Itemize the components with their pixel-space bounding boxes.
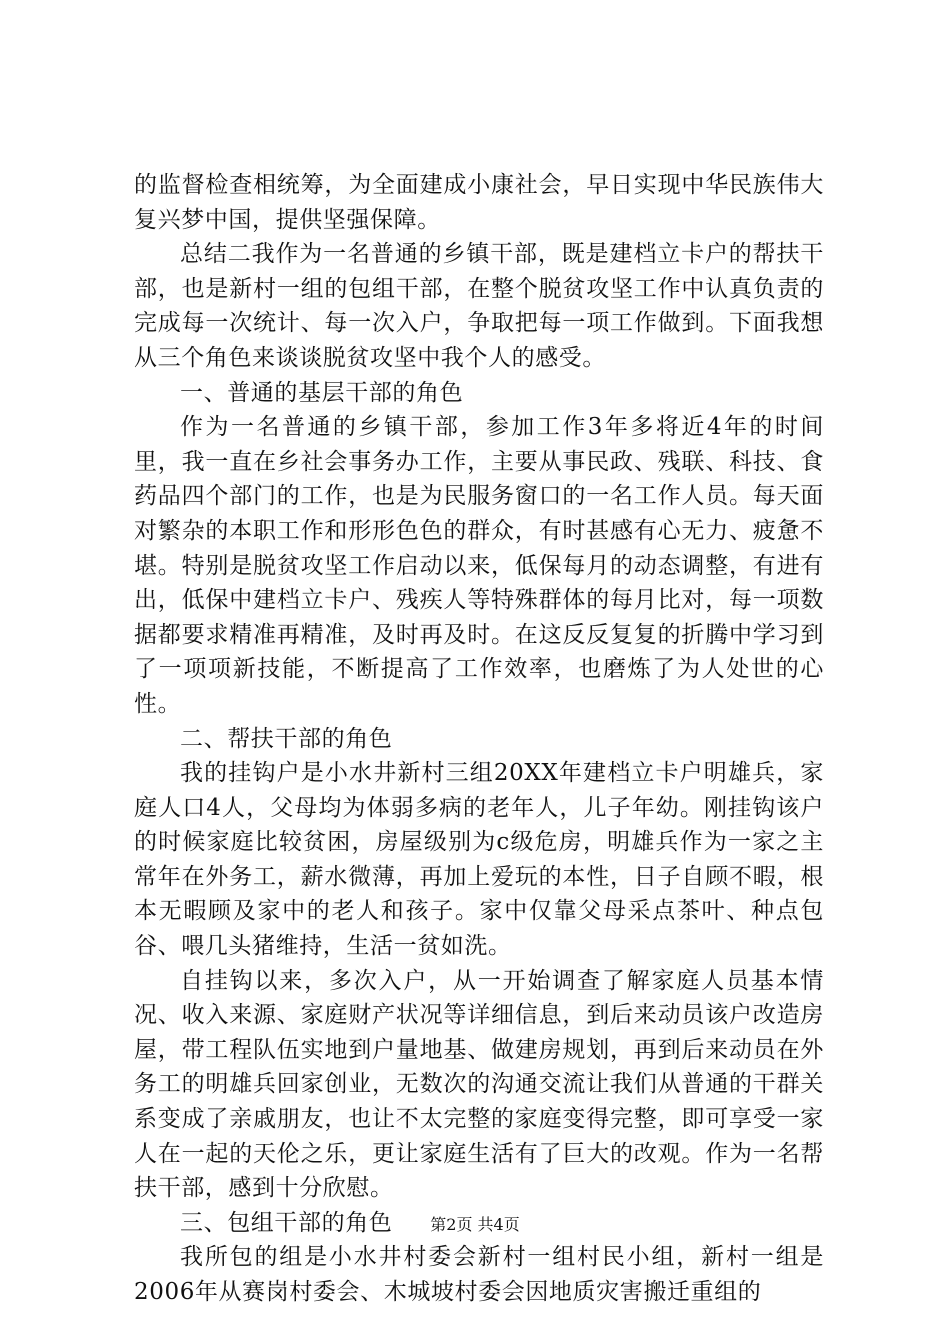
paragraph: 总结二我作为一名普通的乡镇干部，既是建档立卡户的帮扶干部，也是新村一组的包组干部，在整个脱贫攻坚工作中认真负责的完成每一次统计、每一次入户，争取把每一项工作做到。下面我想从三个角色来谈谈脱贫攻坚中我个人的感受。 (134, 241, 824, 371)
paragraph: 我的挂钩户是小水井新村三组20XX年建档立卡户明雄兵，家庭人口4人，父母均为体弱多病的老年人，儿子年幼。刚挂钩该户的时候家庭比较贫困，房屋级别为c级危房，明雄兵作为一家之主常年在外务工，薪水微薄，再加上爱玩的本性，日子自顾不暇，根本无暇顾及家中的老人和孩子。家中仅靠父母采点茶叶、种点包谷、喂几头猪维持，生活一贫如洗。 (134, 760, 824, 960)
paragraph: 我所包的组是小水井村委会新村一组村民小组，新村一组是2006年从赛岗村委会、木城坡村委会因地质灾害搬迁重组的 (134, 1244, 824, 1305)
paragraph: 一、普通的基层干部的角色 (180, 379, 464, 406)
paragraph: 二、帮扶干部的角色 (180, 725, 393, 752)
document-body (134, 168, 824, 1310)
paragraph: 作为一名普通的乡镇干部，参加工作3年多将近4年的时间里，我一直在乡社会事务办工作，主要从事民政、残联、科技、食药品四个部门的工作，也是为民服务窗口的一名工作人员。每天面对繁杂的本职工作和形形色色的群众，有时甚感有心无力、疲惫不堪。特别是脱贫攻坚工作启动以来，低保每月的动态调整，有进有出，低保中建档立卡户、残疾人等特殊群体的每月比对，每一项数据都要求精准再精准，及时再及时。在这反反复复的折腾中学习到了一项项新技能，不断提高了工作效率，也磨炼了为人处世的心性。 (134, 414, 824, 717)
paragraph: 三、包组干部的角色 (180, 1209, 393, 1236)
paragraph: 自挂钩以来，多次入户，从一开始调查了解家庭人员基本情况、收入来源、家庭财产状况等详细信息，到后来动员该户改造房屋，带工程队伍实地到户量地基、做建房规划，再到后来动员在外务工的明雄兵回家创业，无数次的沟通交流让我们从普通的干群关系变成了亲戚朋友，也让不太完整的家庭变得完整，即可享受一家人在一起的天伦之乐，更让家庭生活有了巨大的改观。作为一名帮扶干部，感到十分欣慰。 (134, 967, 824, 1202)
paragraph: 的监督检查相统筹，为全面建成小康社会，早日实现中华民族伟大复兴梦中国，提供坚强保障。 (134, 172, 824, 233)
page-footer: 第2页 共4页 (430, 1215, 520, 1234)
